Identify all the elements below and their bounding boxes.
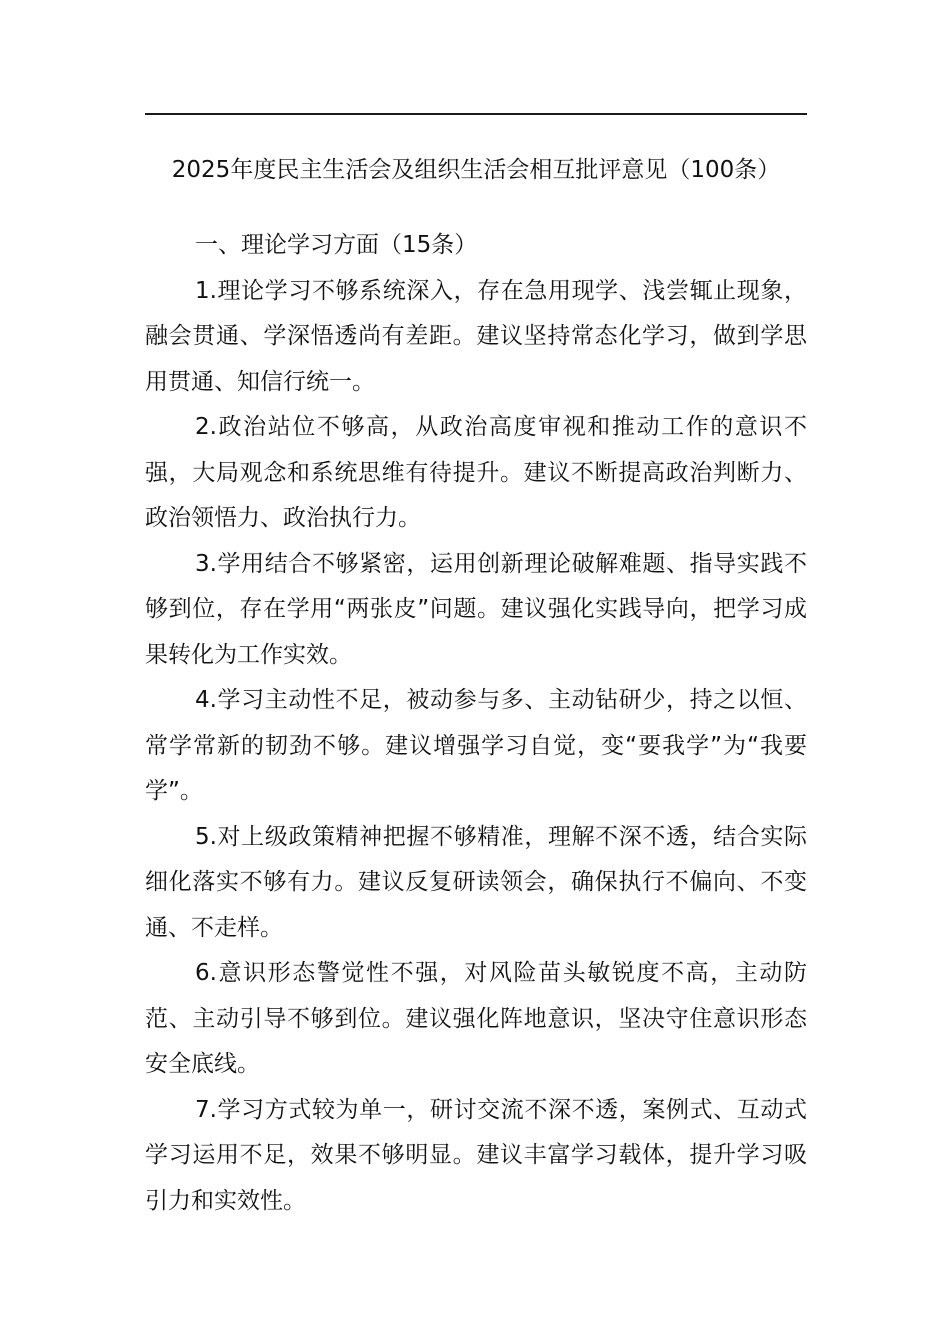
document-title: 2025年度民主生活会及组织生活会相互批评意见（100条） — [171, 157, 781, 183]
list-item: 5.对上级政策精神把握不够精准，理解不深不透，结合实际细化落实不够有力。建议反复研读领会，确保执行不偏向、不变通、不走样。 — [145, 823, 807, 941]
list-item: 6.意识形态警觉性不强，对风险苗头敏锐度不高，主动防范、主动引导不够到位。建议强化阵地意识，坚决守住意识形态安全底线。 — [145, 960, 807, 1077]
document-body — [145, 223, 807, 1224]
section-heading: 一、理论学习方面（15条） — [195, 232, 478, 258]
header-rule — [145, 113, 807, 115]
list-item: 2.政治站位不够高，从政治高度审视和推动工作的意识不强，大局观念和系统思维有待提升。建议不断提高政治判断力、政治领悟力、政治执行力。 — [145, 414, 807, 531]
list-item: 7.学习方式较为单一，研讨交流不深不透，案例式、互动式学习运用不足，效果不够明显。建议丰富学习载体，提升学习吸引力和实效性。 — [145, 1096, 807, 1214]
list-item: 1.理论学习不够系统深入，存在急用现学、浅尝辄止现象，融会贯通、学深悟透尚有差距。建议坚持常态化学习，做到学思用贯通、知信行统一。 — [145, 277, 807, 395]
list-item: 3.学用结合不够紧密，运用创新理论破解难题、指导实践不够到位，存在学用“两张皮”问题。建议强化实践导向，把学习成果转化为工作实效。 — [145, 550, 807, 668]
list-item: 4.学习主动性不足，被动参与多、主动钻研少，持之以恒、常学常新的韧劲不够。建议增强学习自觉，变“要我学”为“我要学”。 — [145, 687, 807, 804]
